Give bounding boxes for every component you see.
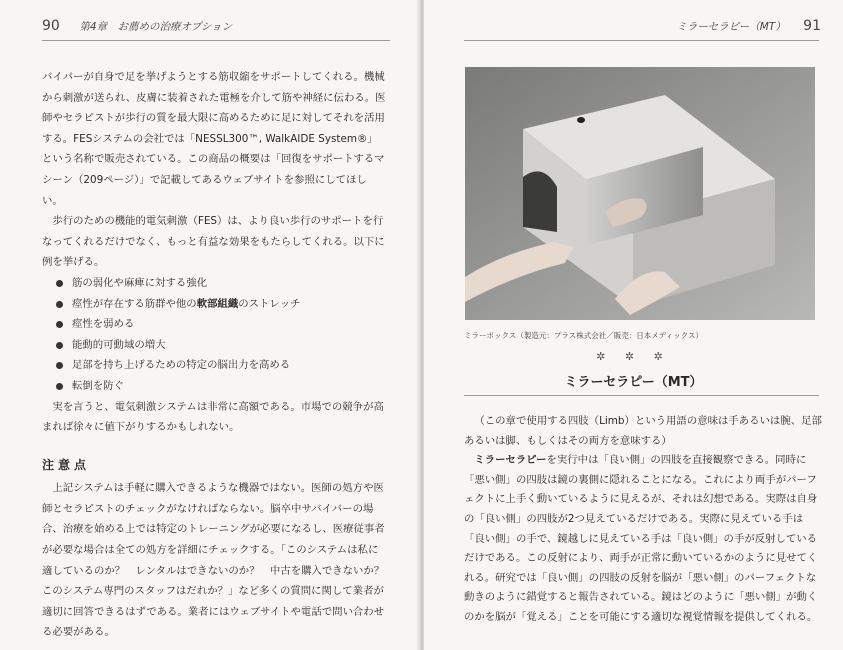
right-page bbox=[424, 0, 843, 650]
mirror-box-photo bbox=[465, 67, 815, 320]
subheading-rule bbox=[464, 395, 819, 396]
right-running-header bbox=[481, 18, 821, 34]
list-item-text: のストレッチ bbox=[238, 297, 301, 310]
bullet-list bbox=[42, 273, 386, 397]
section-heading: 注意点 bbox=[42, 457, 91, 472]
list-item bbox=[42, 294, 386, 315]
left-running-header bbox=[42, 18, 382, 34]
paragraph: バイパーが自身で足を挙げようとする筋収縮をサポートしてくれる。機械から刺激が送られ、皮膚に装着された電極を介して筋や神経に伝わる。医師やセラピストが歩行の質を最大限に高めるために足に対してそれを活用する。FESシステムの会社では「NESSL300™, WalkAIDE System®」という名称で販売されている。この商品の概要は「回復をサポートするマシーン（209ページ）」で記載してあるウェブサイトを参照にしてほしい。 bbox=[42, 71, 386, 207]
paragraph bbox=[464, 451, 822, 627]
list-item: 筋の弱化や麻痺に対する強化 bbox=[42, 273, 386, 294]
page-number: 90 bbox=[42, 18, 60, 34]
header-rule bbox=[464, 40, 819, 41]
section-subheading: ミラーセラピー（MT） bbox=[564, 375, 703, 390]
list-item: 転倒を防ぐ bbox=[42, 376, 386, 397]
list-item: 痙性を弱める bbox=[42, 314, 386, 335]
list-item: 能動的可動域の増大 bbox=[42, 335, 386, 356]
paragraph: （この章で使用する四肢（Limb）という用語の意味は手あるいは腕、足部あるいは脚、もしくはその両方を意味する） bbox=[464, 415, 822, 447]
ornament-icon: ✲ ✲ ✲ bbox=[596, 350, 671, 363]
header-rule bbox=[42, 40, 390, 41]
list-item: 足部を持ち上げるための特定の脳出力を高める bbox=[42, 355, 386, 376]
list-item-text: 痙性が存在する筋群や他の bbox=[72, 297, 197, 310]
paragraph: 上記システムは手軽に購入できるような機器ではない。医師の処方や医師とセラピストのチェックがなければならない。脳卒中サバイバーの場合、治療を始める上では特定のトレーニングが必要になるし、医療従事者が必要な場合は全ての処方を詳細にチェックする。「このシステムは私に適しているのか？ レンタルはできないのか？ 中古を購入できないか？ このシステム専門のスタッフはだれか？」など多くの質問に関して業者が適切に回答できるはずである。業者にはウェブサイトや電話で問い合わせる必要がある。 bbox=[42, 482, 395, 639]
paragraph: 歩行のための機能的電気刺激（FES）は、より良い歩行のサポートを行なってくれるだけでなく、もっと有益な効果をもたらしてくれる。以下に例を挙げる。 bbox=[42, 215, 385, 269]
paragraph: 実を言うと、電気刺激システムは非常に高額である。市場での競争が高まれば徐々に値下がりするかもしれない。 bbox=[42, 400, 384, 434]
chapter-title: 第4章 お薦めの治療オプション bbox=[79, 21, 233, 33]
right-body bbox=[464, 412, 822, 628]
bold-term: ミラーセラピー bbox=[474, 454, 547, 467]
left-body bbox=[42, 67, 395, 643]
mirror-box-illustration bbox=[465, 67, 815, 320]
bold-term: 軟部組織 bbox=[196, 297, 239, 310]
paragraph-text: を実行中は「良い側」の四肢を直接観察できる。同時に「悪い側」の四肢は鏡の裏側に隠れることになる。これにより両手がパーフェクトに上手く動いているように見えるが、それは幻想である。実際は自身の「良い側」の四肢が2つ見えているだけである。実際に見えている手は「良い側」の手で、鏡越しに見えている手は「良い側」の手が反射しているだけである。この反射により、両手が正常に動いているかのように見せてくれる。研究では「良い側」の四肢の反射を脳が「悪い側」のパーフェクトな動きのように錯覚すると報告されている。鏡はどのように「悪い側」が動くのかを脳が「覚える」ことを可能にする適切な視覚情報を提供してくれる。 bbox=[464, 454, 818, 623]
left-page bbox=[0, 0, 420, 650]
figure-caption: ミラーボックス（製造元：プラス株式会社／販売：日本メディックス） bbox=[464, 331, 704, 340]
page-number: 91 bbox=[803, 18, 821, 34]
section-title: ミラーセラピー（MT） bbox=[676, 21, 786, 33]
